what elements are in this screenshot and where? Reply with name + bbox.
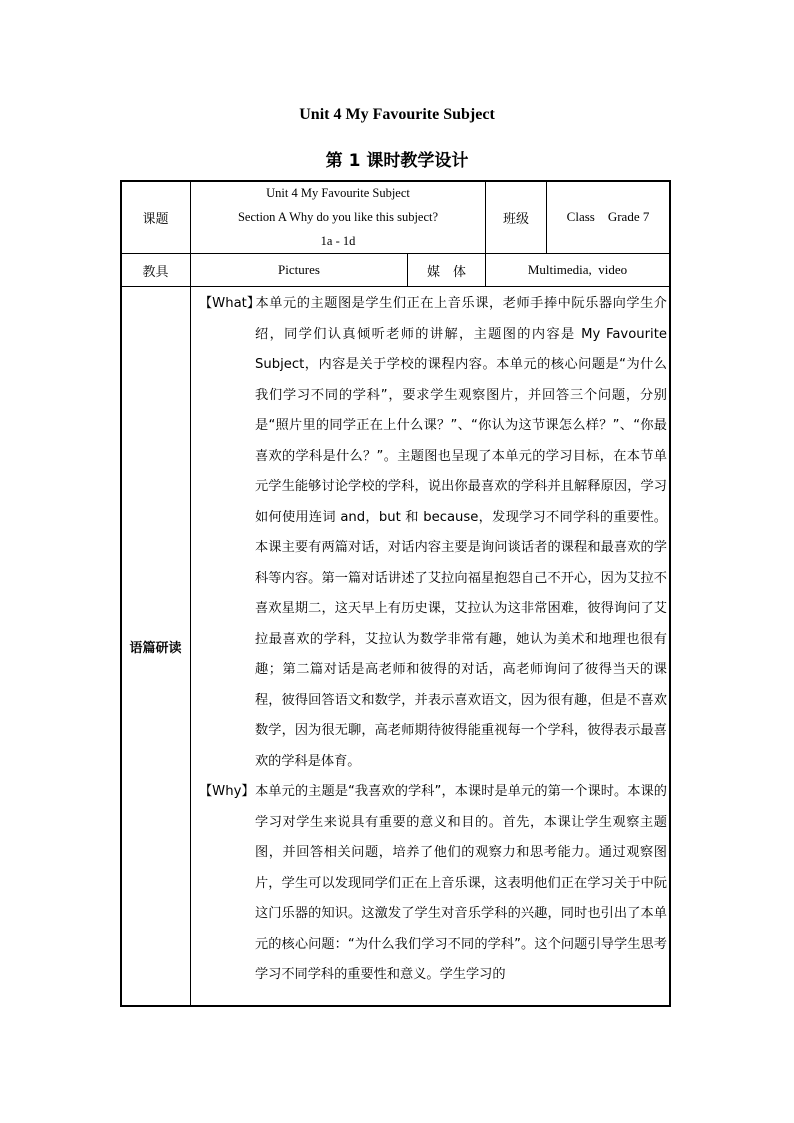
class-value: Class Grade 7 <box>566 209 650 224</box>
what-tag: 【What】 <box>199 296 261 311</box>
tools-value: Pictures <box>278 262 320 277</box>
media-value: Multimedia, video <box>527 262 628 277</box>
topic-line-range: 1a - 1d <box>320 234 356 248</box>
why-paragraph <box>199 777 667 991</box>
what-paragraph <box>199 289 667 777</box>
why-tag: 【Why】 <box>199 784 255 799</box>
what-text: 本单元的主题图是学生们正在上音乐课，老师手捧中阮乐器向学生介绍，同学们认真倾听老师的讲解，主题图的内容是 My Favourite Subject，内容是关于学校的课程内容。本单元的核心问题是“为什么我们学习不同的学科”，要求学生观察图片，并回答三个问题，分别是“照片里的同学正在上什么课？”、“你认为这节课怎么样？”、“你最喜欢的学科是什么？”。主题图也呈现了本单元的学习目标，在本节单元学生能够讨论学校的学科，说出你最喜欢的学科并且解释原因，学习如何使用连词 and，but 和 because，发现学习不同学科的重要性。本课主要有两篇对话，对话内容主要是询问谈话者的课程和最喜欢的学科等内容。第一篇对话讲述了艾拉向福星抱怨自己不开心，因为艾拉不喜欢星期二，这天早上有历史课，艾拉认为这非常困难，彼得询问了艾拉最喜欢的学科，艾拉认为数学非常有趣，她认为美术和地理也很有趣；第二篇对话是高老师和彼得的对话，高老师询问了彼得当天的课程，彼得回答语文和数学，并表示喜欢语文，因为很有趣，但是不喜欢数学，因为很无聊，高老师期待彼得能重视每一个学科，彼得表示最喜欢的学科是体育。 <box>255 296 667 769</box>
why-text: 本单元的主题是“我喜欢的学科”，本课时是单元的第一个课时。本课的学习对学生来说具有重要的意义和目的。首先，本课让学生观察主题图，并回答相关问题，培养了他们的观察力和思考能力。通过观察图片，学生可以发现同学们正在上音乐课，这表明他们正在学习关于中阮这门乐器的知识。这激发了学生对音乐学科的兴趣，同时也引出了本单元的核心问题：“为什么我们学习不同的学科”。这个问题引导学生思考学习不同学科的重要性和意义。学生学习的 <box>255 784 667 982</box>
table-line-row2 <box>120 286 671 287</box>
tools-label: 教具 <box>142 264 169 280</box>
text-analysis-label: 语篇研读 <box>129 640 182 656</box>
text-analysis-content <box>199 289 667 991</box>
table-border-bottom <box>120 1005 671 1007</box>
document-title: Unit 4 My Favourite Subject <box>299 106 495 123</box>
class-label: 班级 <box>502 211 529 227</box>
topic-line-unit: Unit 4 My Favourite Subject <box>266 186 410 200</box>
table-col-divider <box>190 180 191 1007</box>
media-label: 媒 体 <box>426 264 466 280</box>
topic-line-section: Section A Why do you like this subject? <box>237 210 439 224</box>
document-subtitle: 第 1 课时教学设计 <box>325 151 469 171</box>
topic-label: 课题 <box>142 211 169 227</box>
topic-value <box>191 181 485 253</box>
table-border-right <box>669 180 671 1007</box>
